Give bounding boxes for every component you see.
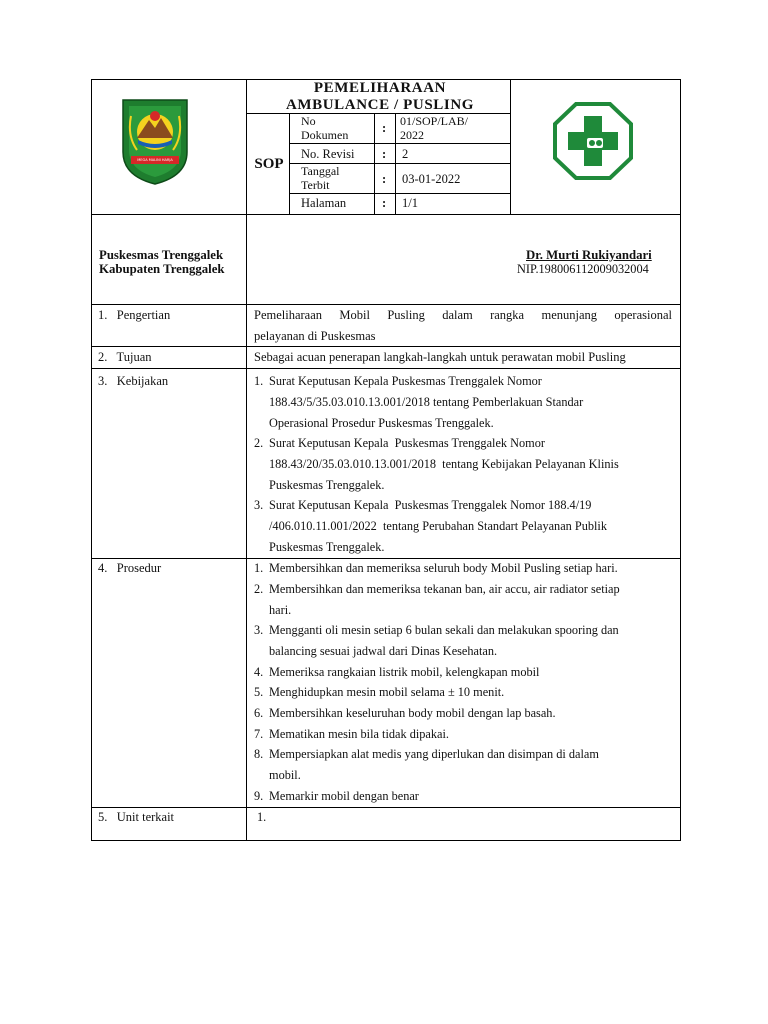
list-item-number: 6. (254, 706, 264, 720)
institution-name-line2: Kabupaten Trenggalek (99, 262, 225, 276)
list-item-number: 9. (254, 789, 264, 803)
table-border-bottom (91, 840, 681, 841)
list-item-line: mobil. (269, 768, 301, 782)
list-item-line: 188.43/5/35.03.010.13.001/2018 tentang Pemberlakuan Standar (269, 395, 584, 409)
regency-emblem-icon (117, 96, 193, 186)
document-title-line1: PEMELIHARAAN (313, 80, 447, 96)
emblem-banner: MEGA MALINI HARJA (137, 158, 173, 162)
row-divider-tujuan (91, 368, 681, 369)
row-divider-pengertian (91, 346, 681, 347)
sop-label: SOP (254, 156, 284, 172)
list-item-line: Memeriksa rangkaian listrik mobil, kelengkapan mobil (269, 665, 540, 679)
document-title-line2: AMBULANCE / PUSLING (285, 97, 475, 113)
field-divider-3 (289, 193, 511, 194)
list-item-line: Membersihkan dan memeriksa seluruh body Mobil Pusling setiap hari. (269, 561, 618, 575)
list-item-line: Memarkir mobil dengan benar (269, 789, 419, 803)
section-pengertian-line2: pelayanan di Puskesmas (254, 329, 376, 343)
section-unit-terkait-label: 5. Unit terkait (98, 810, 175, 824)
field-revisi-label: No. Revisi (301, 147, 355, 161)
list-item-number: 5. (254, 685, 264, 699)
list-item-line: Mempersiapkan alat medis yang diperlukan dan disimpan di dalam (269, 747, 599, 761)
field-no-dokumen-colon: : (382, 121, 387, 135)
colon-col-right (395, 113, 396, 215)
field-halaman-value: 1/1 (402, 196, 418, 210)
field-revisi-colon: : (382, 147, 387, 161)
section-tujuan-label: 2. Tujuan (98, 350, 152, 364)
colon-col-left (374, 113, 375, 215)
list-item-line: Mengganti oli mesin setiap 6 bulan sekali dan melakukan spooring dan (269, 623, 619, 637)
head-name: Dr. Murti Rukiyandari (526, 248, 652, 262)
list-item-line: 188.43/20/35.03.010.13.001/2018 tentang Kebijakan Pelayanan Klinis (269, 457, 619, 471)
list-item-line: Surat Keputusan Kepala Puskesmas Trenggalek Nomor (269, 374, 542, 388)
section-tujuan-text: Sebagai acuan penerapan langkah-langkah untuk perawatan mobil Pusling (254, 350, 626, 364)
field-tanggal-colon: : (382, 172, 387, 186)
column-divider (246, 79, 247, 841)
sop-cell-divider (289, 113, 290, 215)
list-item-line: Mematikan mesin bila tidak dipakai. (269, 727, 449, 741)
list-item-number: 1. (254, 561, 264, 575)
list-item-line: Membersihkan dan memeriksa tekanan ban, air accu, air radiator setiap (269, 582, 620, 596)
field-revisi-value: 2 (402, 147, 409, 161)
row-divider-prosedur (91, 807, 681, 808)
list-item-line: Operasional Prosedur Puskesmas Trenggalek. (269, 416, 494, 430)
list-item-line: Menghidupkan mesin mobil selama ± 10 menit. (269, 685, 505, 699)
list-item-number: 8. (254, 747, 264, 761)
field-no-dokumen-value-l1: 01/SOP/LAB/ (400, 114, 469, 128)
field-halaman-colon: : (382, 196, 387, 210)
section-prosedur-label: 4. Prosedur (98, 561, 162, 575)
section-pengertian-label: 1. Pengertian (98, 308, 171, 322)
table-border-left (91, 79, 92, 841)
field-divider-1 (289, 143, 511, 144)
field-no-dokumen-label-l2: Dokumen (301, 128, 349, 142)
list-item-number: 2. (254, 582, 264, 596)
field-halaman-label: Halaman (301, 196, 347, 210)
list-item-line: /406.010.11.001/2022 tentang Perubahan Standart Pelayanan Publik (269, 519, 607, 533)
list-item-number: 7. (254, 727, 264, 741)
list-item-line: Puskesmas Trenggalek. (269, 478, 385, 492)
section-pengertian-line1: Pemeliharaan Mobil Pusling dalam rangka menunjang operasional (254, 308, 672, 322)
list-item-line: Surat Keputusan Kepala Puskesmas Trenggalek Nomor 188.4/19 (269, 498, 592, 512)
row-divider-header (91, 214, 681, 215)
table-border-right (680, 79, 681, 841)
list-item-number: 1. (257, 810, 267, 824)
row-divider-institution (91, 304, 681, 305)
field-no-dokumen-value-l2: 2022 (400, 128, 424, 142)
list-item-number: 3. (254, 498, 264, 512)
head-nip: NIP.198006112009032004 (517, 262, 649, 276)
list-item-number: 1. (254, 374, 264, 388)
list-item-line: hari. (269, 603, 292, 617)
field-tanggal-label-l2: Terbit (301, 178, 330, 192)
list-item-line: balancing sesuai jadwal dari Dinas Kesehatan. (269, 644, 498, 658)
list-item-line: Surat Keputusan Kepala Puskesmas Trenggalek Nomor (269, 436, 545, 450)
row-divider-kebijakan (91, 558, 681, 559)
institution-name-line1: Puskesmas Trenggalek (99, 248, 224, 262)
field-tanggal-label-l1: Tanggal (301, 164, 340, 178)
field-tanggal-value: 03-01-2022 (402, 172, 461, 186)
list-item-line: Membersihkan keseluruhan body mobil dengan lap basah. (269, 706, 556, 720)
section-kebijakan-label: 3. Kebijakan (98, 374, 169, 388)
list-item-line: Puskesmas Trenggalek. (269, 540, 385, 554)
list-item-number: 2. (254, 436, 264, 450)
list-item-number: 3. (254, 623, 264, 637)
list-item-number: 4. (254, 665, 264, 679)
field-no-dokumen-label-l1: No (301, 114, 316, 128)
puskesmas-logo-icon (553, 102, 633, 180)
